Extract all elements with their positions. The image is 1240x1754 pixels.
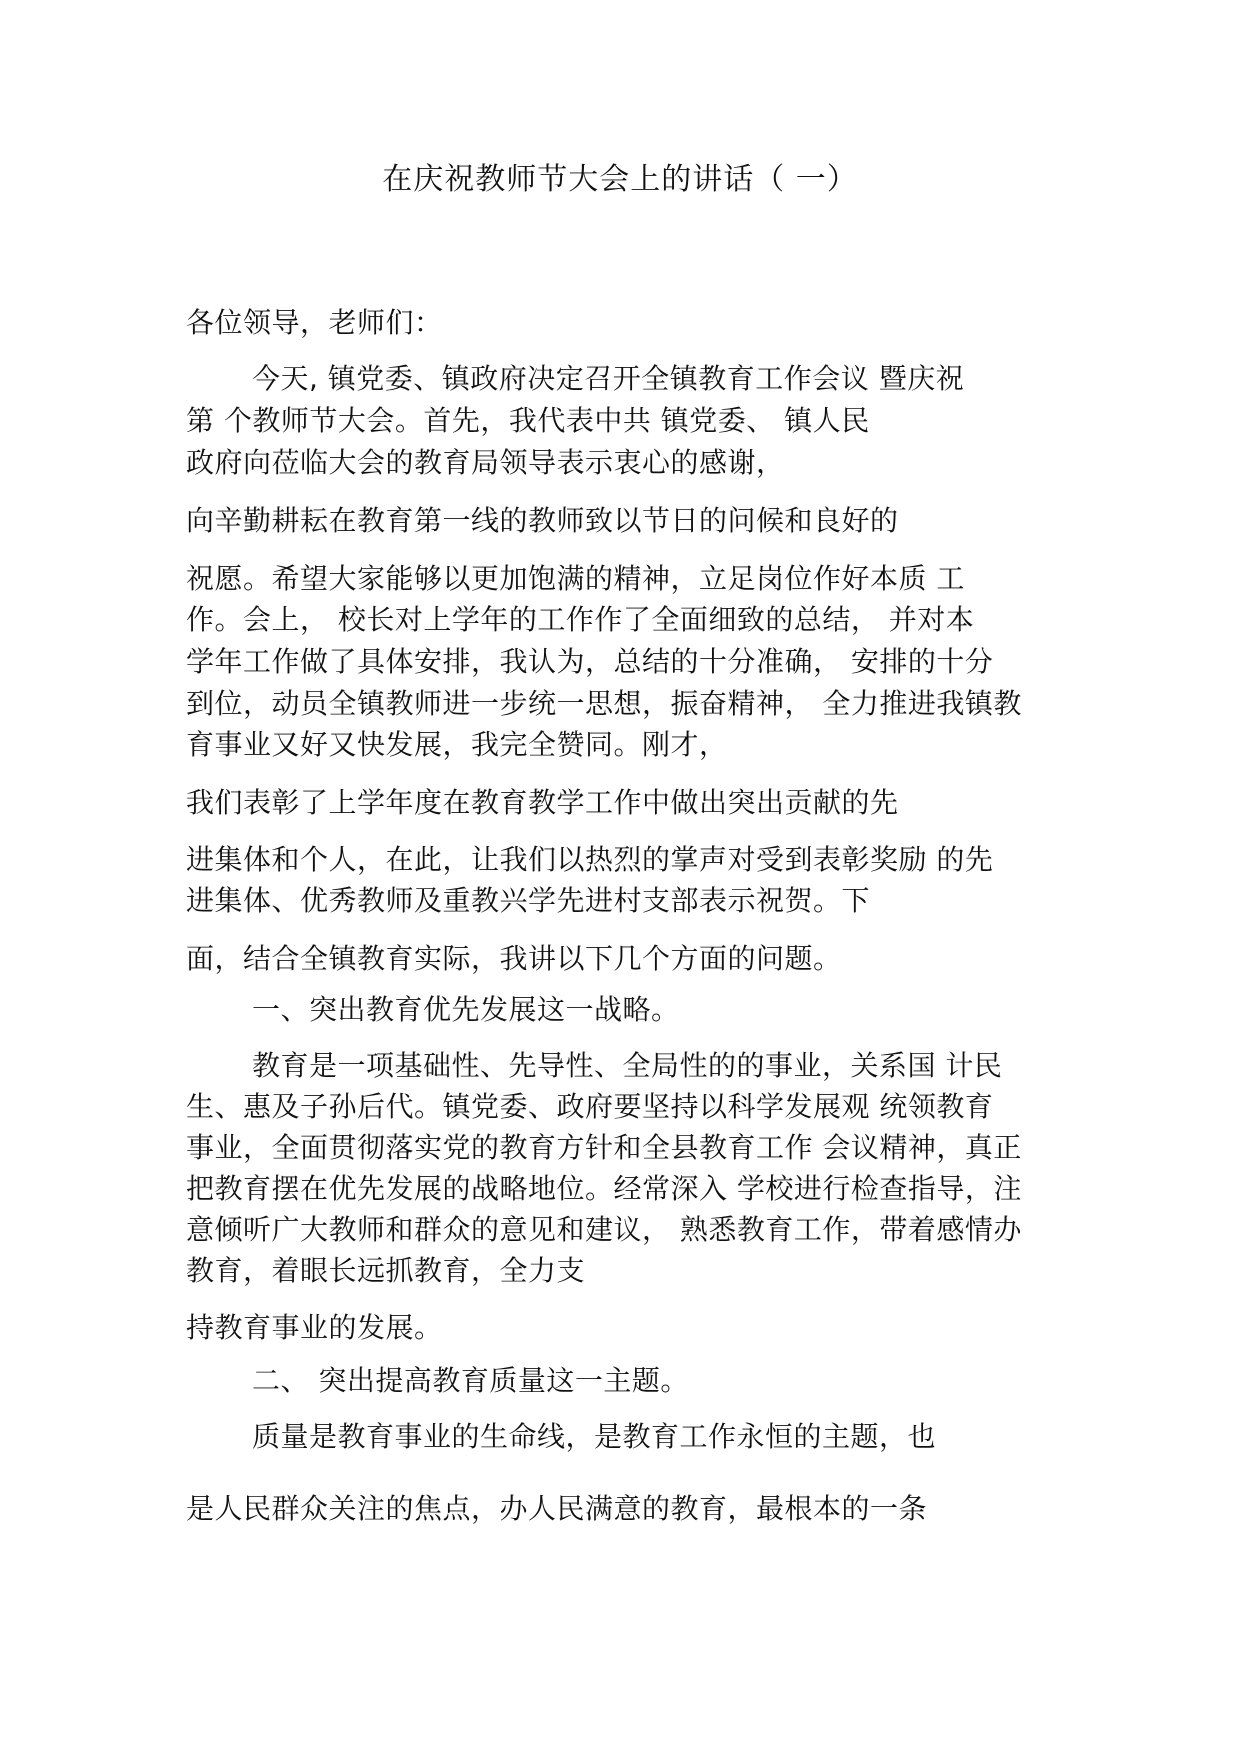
- paragraph-line: 持教育事业的发展。: [186, 1311, 443, 1344]
- paragraph-line: 进集体和个人，在此，让我们以热烈的掌声对受到表彰奖励 的先: [186, 843, 994, 876]
- paragraph-line: 进集体、优秀教师及重教兴学先进村支部表示祝贺。下: [186, 884, 871, 917]
- salutation-line: 各位领导，老师们：: [186, 306, 443, 339]
- paragraph-line: 今天, 镇党委、镇政府决定召开全镇教育工作会议 暨庆祝: [252, 362, 965, 395]
- paragraph-line: 学年工作做了具体安排，我认为，总结的十分准确， 安排的十分: [186, 645, 994, 678]
- paragraph-line: 生、惠及子孙后代。镇党委、政府要坚持以科学发展观 统领教育: [186, 1090, 994, 1123]
- paragraph-line: 是人民群众关注的焦点，办人民满意的教育，最根本的一条: [186, 1492, 928, 1525]
- section-heading-2: 二、 突出提高教育质量这一主题。: [252, 1364, 689, 1397]
- paragraph-line: 质量是教育事业的生命线，是教育工作永恒的主题，也: [252, 1420, 937, 1453]
- paragraph-line: 把教育摆在优先发展的战略地位。经常深入 学校进行检查指导，注: [186, 1172, 1022, 1205]
- paragraph-line: 我们表彰了上学年度在教育教学工作中做出突出贡献的先: [186, 786, 899, 819]
- paragraph-line: 育事业又好又快发展，我完全赞同。刚才，: [186, 728, 728, 761]
- paragraph-line: 面，结合全镇教育实际，我讲以下几个方面的问题。: [186, 942, 842, 975]
- paragraph-line: 政府向莅临大会的教育局领导表示衷心的感谢，: [186, 446, 785, 479]
- paragraph-line: 意倾听广大教师和群众的意见和建议， 熟悉教育工作，带着感情办: [186, 1213, 1022, 1246]
- paragraph-line: 第 个教师节大会。首先，我代表中共 镇党委、 镇人民: [186, 404, 870, 437]
- section-heading-1: 一、突出教育优先发展这一战略。: [252, 993, 680, 1026]
- paragraph-line: 教育是一项基础性、先导性、全局性的的事业，关系国 计民: [252, 1049, 1003, 1082]
- paragraph-line: 祝愿。希望大家能够以更加饱满的精神，立足岗位作好本质 工: [186, 562, 965, 595]
- paragraph-line: 向辛勤耕耘在教育第一线的教师致以节日的问候和良好的: [186, 504, 899, 537]
- paragraph-line: 事业，全面贯彻落实党的教育方针和全县教育工作 会议精神，真正: [186, 1131, 1022, 1164]
- document-title: 在庆祝教师节大会上的讲话（ 一）: [382, 162, 858, 197]
- paragraph-line: 作。会上， 校长对上学年的工作作了全面细致的总结， 并对本: [186, 603, 975, 636]
- paragraph-line: 到位，动员全镇教师进一步统一思想，振奋精神， 全力推进我镇教: [186, 687, 1022, 720]
- paragraph-line: 教育，着眼长远抓教育，全力支: [186, 1254, 586, 1287]
